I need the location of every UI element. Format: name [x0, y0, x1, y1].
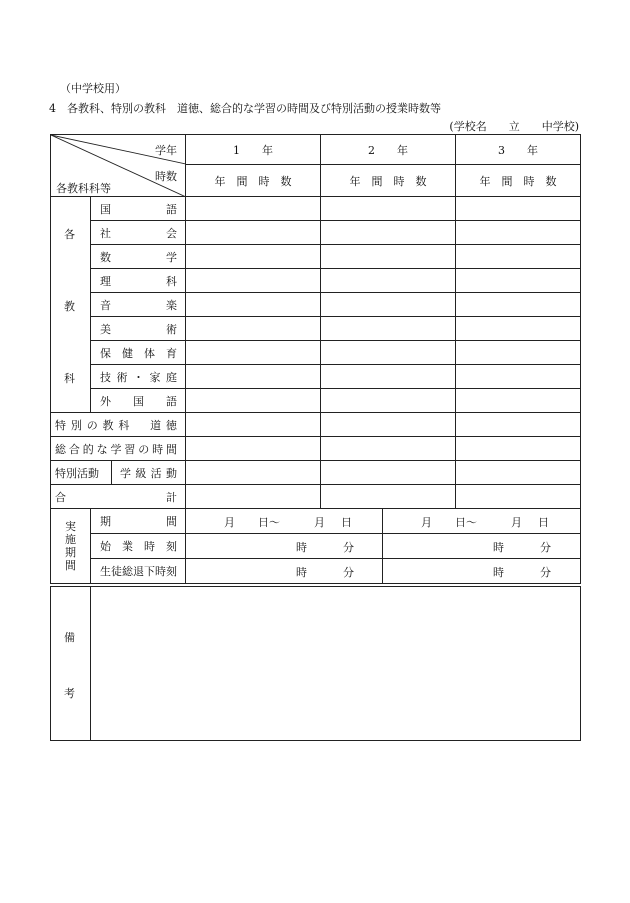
period-left-value-unit: 分: [343, 541, 354, 554]
grade-2-header: 2 年: [321, 135, 456, 165]
special-activity-grade-2-cell[interactable]: [321, 461, 456, 485]
period-left-value-unit: 時: [296, 566, 307, 579]
total-label-char: 計: [166, 490, 177, 504]
moral-row-label-char: 科: [118, 418, 130, 432]
period-left-value-unit: 分: [343, 566, 354, 579]
period-left-value[interactable]: [186, 509, 383, 534]
integrated-row-grade-1-cell[interactable]: [186, 437, 321, 461]
grade-2-hours-header: 年 間 時 数: [321, 165, 456, 197]
moral-row-label-char: [134, 417, 145, 433]
moral-row-grade-3-cell[interactable]: [456, 413, 581, 437]
subject-label-char: 語: [166, 202, 177, 216]
subject-2-grade-3-cell[interactable]: [456, 221, 581, 245]
period-right-value-unit: 時: [493, 566, 504, 579]
notes-label-2: 考: [64, 687, 75, 700]
subject-label-char: 社: [100, 226, 111, 240]
period-right-value-unit: 日: [538, 516, 549, 529]
subject-1-grade-1-cell[interactable]: [186, 197, 321, 221]
period-right-value-unit: 日～: [455, 516, 477, 529]
subject-row: [51, 197, 581, 221]
period-row: [51, 559, 581, 584]
school-name-line: (学校名 立 中学校): [449, 120, 579, 133]
subject-label-char: 数: [100, 250, 111, 264]
subject-1-grade-3-cell[interactable]: [456, 197, 581, 221]
period-row-label-char: 時: [155, 565, 166, 578]
integrated-row-grade-2-cell[interactable]: [321, 437, 456, 461]
period-row-label: [91, 509, 186, 534]
subject-label: [91, 317, 186, 341]
special-activity-grade-1-cell[interactable]: [186, 461, 321, 485]
period-left-value-unit: 月: [314, 516, 325, 529]
integrated-row-label-char: の: [138, 442, 150, 456]
subject-label-char: 会: [166, 226, 177, 240]
period-row-label-char: 業: [122, 540, 133, 553]
period-right-value[interactable]: [383, 509, 581, 534]
period-left-value[interactable]: [186, 559, 383, 584]
integrated-row-label-char: 的: [82, 442, 94, 456]
subject-5-grade-2-cell[interactable]: [321, 293, 456, 317]
class-activity-char: 学: [120, 466, 131, 480]
subject-label: [91, 197, 186, 221]
notes-label-cell: [51, 587, 91, 741]
total-grade-3-cell[interactable]: [456, 485, 581, 509]
total-row: [51, 485, 581, 509]
subject-5-grade-3-cell[interactable]: [456, 293, 581, 317]
grade-3-header: 3 年: [456, 135, 581, 165]
subject-2-grade-1-cell[interactable]: [186, 221, 321, 245]
subject-label: [91, 389, 186, 413]
subject-label: [91, 221, 186, 245]
subject-label: [91, 341, 186, 365]
integrated-row-label-char: な: [96, 442, 108, 456]
subject-row: [51, 269, 581, 293]
integrated-row-label-char: 学: [110, 442, 122, 456]
notes-table: [50, 586, 581, 741]
grade-1-hours-header: 年 間 時 数: [186, 165, 321, 197]
total-grade-2-cell[interactable]: [321, 485, 456, 509]
subject-label-char: 術: [116, 370, 128, 384]
subject-6-grade-1-cell[interactable]: [186, 317, 321, 341]
moral-row-grade-1-cell[interactable]: [186, 413, 321, 437]
subject-label: [91, 293, 186, 317]
subject-row: [51, 245, 581, 269]
subject-label: [91, 365, 186, 389]
subject-label-char: 保: [100, 346, 111, 360]
subject-label-char: 育: [166, 346, 177, 360]
notes-field[interactable]: [91, 587, 581, 741]
period-right-value-unit: 時: [493, 541, 504, 554]
special-activity-row: [51, 461, 581, 485]
subject-label-char: 術: [166, 322, 177, 336]
period-row-label: [91, 559, 186, 584]
subject-4-grade-1-cell[interactable]: [186, 269, 321, 293]
period-table: [50, 508, 581, 584]
moral-row: [51, 413, 581, 437]
moral-row-grade-2-cell[interactable]: [321, 413, 456, 437]
period-right-value-unit: 月: [511, 516, 522, 529]
subject-label-char: 美: [100, 322, 111, 336]
subject-7-grade-2-cell[interactable]: [321, 341, 456, 365]
period-row-label-char: 刻: [166, 540, 177, 553]
period-left-value[interactable]: [186, 534, 383, 559]
subject-label-char: 音: [100, 298, 111, 312]
class-activity-char: 活: [150, 466, 162, 480]
subject-8-grade-1-cell[interactable]: [186, 365, 321, 389]
period-right-value-unit: 分: [540, 541, 551, 554]
period-row-label-char: 刻: [166, 565, 177, 578]
period-row-label-char: 徒: [111, 565, 122, 578]
subject-label-char: 家: [149, 370, 161, 384]
hours-table: [50, 134, 581, 509]
moral-row-label-char: 徳: [165, 418, 177, 432]
integrated-row-label-char: 合: [68, 442, 80, 456]
subject-row: [51, 221, 581, 245]
period-group-label: 実施期間: [51, 509, 91, 584]
period-row-label-char: 生: [100, 565, 111, 578]
period-left-value-unit: 時: [296, 541, 307, 554]
corner-grade-label: 学年: [155, 144, 177, 157]
subject-group-char: 各: [64, 228, 75, 241]
doc-title: 4 各教科、特別の教科 道徳、総合的な学習の時間及び特別活動の授業時数等: [49, 102, 441, 115]
subject-6-grade-2-cell[interactable]: [321, 317, 456, 341]
period-row-label-char: 始: [100, 540, 111, 553]
subject-group-char: 科: [64, 372, 75, 385]
moral-row-label-char: 別: [70, 418, 82, 432]
period-left-value-unit: 月: [224, 516, 235, 529]
corner-hours-label: 時数: [155, 170, 177, 183]
class-activity-char: 級: [135, 466, 147, 480]
subject-label-char: 理: [100, 274, 111, 288]
subject-4-grade-3-cell[interactable]: [456, 269, 581, 293]
period-right-value-unit: 月: [421, 516, 432, 529]
special-activity-grade-3-cell[interactable]: [456, 461, 581, 485]
subject-5-grade-1-cell[interactable]: [186, 293, 321, 317]
total-label-char: 合: [55, 490, 66, 504]
integrated-row-label-char: 総: [55, 442, 66, 456]
period-row: [51, 534, 581, 559]
subject-label-char: 国: [133, 394, 144, 408]
integrated-row-label-char: 間: [166, 442, 177, 456]
subject-group-cell: [51, 197, 91, 413]
corner-header-cell: [51, 135, 186, 197]
grade-3-hours-header: 年 間 時 数: [456, 165, 581, 197]
subject-8-grade-2-cell[interactable]: [321, 365, 456, 389]
period-row-label-char: 総: [122, 565, 133, 578]
special-activity-label: [51, 461, 186, 485]
integrated-row-label-char: 習: [124, 442, 136, 456]
subject-3-grade-1-cell[interactable]: [186, 245, 321, 269]
subject-row: [51, 293, 581, 317]
moral-row-label-char: 道: [150, 418, 162, 432]
subject-row: [51, 365, 581, 389]
moral-row-label-char: 教: [102, 418, 114, 432]
moral-row-label: [51, 413, 186, 437]
period-row-label-char: 時: [144, 540, 155, 553]
subject-9-grade-3-cell[interactable]: [456, 389, 581, 413]
total-grade-1-cell[interactable]: [186, 485, 321, 509]
subject-3-grade-3-cell[interactable]: [456, 245, 581, 269]
period-right-value[interactable]: [383, 534, 581, 559]
subject-row: [51, 389, 581, 413]
subject-label-char: 国: [100, 202, 111, 216]
subject-3-grade-2-cell[interactable]: [321, 245, 456, 269]
subject-label: [91, 245, 186, 269]
period-row-label-char: 期: [100, 515, 111, 528]
period-left-value-unit: 日～: [258, 516, 280, 529]
integrated-row-grade-3-cell[interactable]: [456, 437, 581, 461]
subject-row: [51, 317, 581, 341]
period-left-value-unit: 日: [341, 516, 352, 529]
notes-label-1: 備: [64, 631, 75, 644]
subject-row: [51, 341, 581, 365]
subject-label-char: ・: [133, 370, 144, 384]
subject-label-char: 科: [166, 274, 177, 288]
subject-label-char: 語: [166, 394, 177, 408]
period-right-value[interactable]: [383, 559, 581, 584]
subject-7-grade-1-cell[interactable]: [186, 341, 321, 365]
subject-7-grade-3-cell[interactable]: [456, 341, 581, 365]
subject-9-grade-2-cell[interactable]: [321, 389, 456, 413]
integrated-row-label-char: 時: [152, 442, 164, 456]
integrated-row-label: [51, 437, 186, 461]
subject-label-char: 庭: [166, 370, 177, 384]
period-row-label-char: 下: [144, 565, 155, 578]
period-right-value-unit: 分: [540, 566, 551, 579]
subject-2-grade-2-cell[interactable]: [321, 221, 456, 245]
corner-subject-label: 各教科科等: [56, 182, 111, 195]
subject-label-char: 学: [166, 250, 177, 264]
subject-label: [91, 269, 186, 293]
subject-label-char: 外: [100, 394, 111, 408]
class-activity-char: 動: [165, 466, 177, 480]
subject-1-grade-2-cell[interactable]: [321, 197, 456, 221]
total-label: [51, 485, 186, 509]
subject-8-grade-3-cell[interactable]: [456, 365, 581, 389]
integrated-row: [51, 437, 581, 461]
subject-group-char: 教: [64, 300, 75, 313]
subject-6-grade-3-cell[interactable]: [456, 317, 581, 341]
grade-1-header: 1 年: [186, 135, 321, 165]
period-row-label-char: 間: [166, 515, 177, 528]
period-row-label: [91, 534, 186, 559]
subject-label-char: 技: [100, 370, 111, 384]
special-activity-title: 特別活動: [51, 461, 112, 484]
period-row: [51, 509, 581, 534]
subject-9-grade-1-cell[interactable]: [186, 389, 321, 413]
moral-row-label-char: の: [86, 418, 98, 432]
period-row-label-char: 退: [133, 565, 144, 578]
subject-label-char: 体: [144, 346, 155, 360]
subject-label-char: 楽: [166, 298, 177, 312]
doc-type: （中学校用）: [60, 82, 126, 95]
moral-row-label-char: 特: [55, 418, 66, 432]
subject-4-grade-2-cell[interactable]: [321, 269, 456, 293]
subject-label-char: 健: [122, 346, 133, 360]
